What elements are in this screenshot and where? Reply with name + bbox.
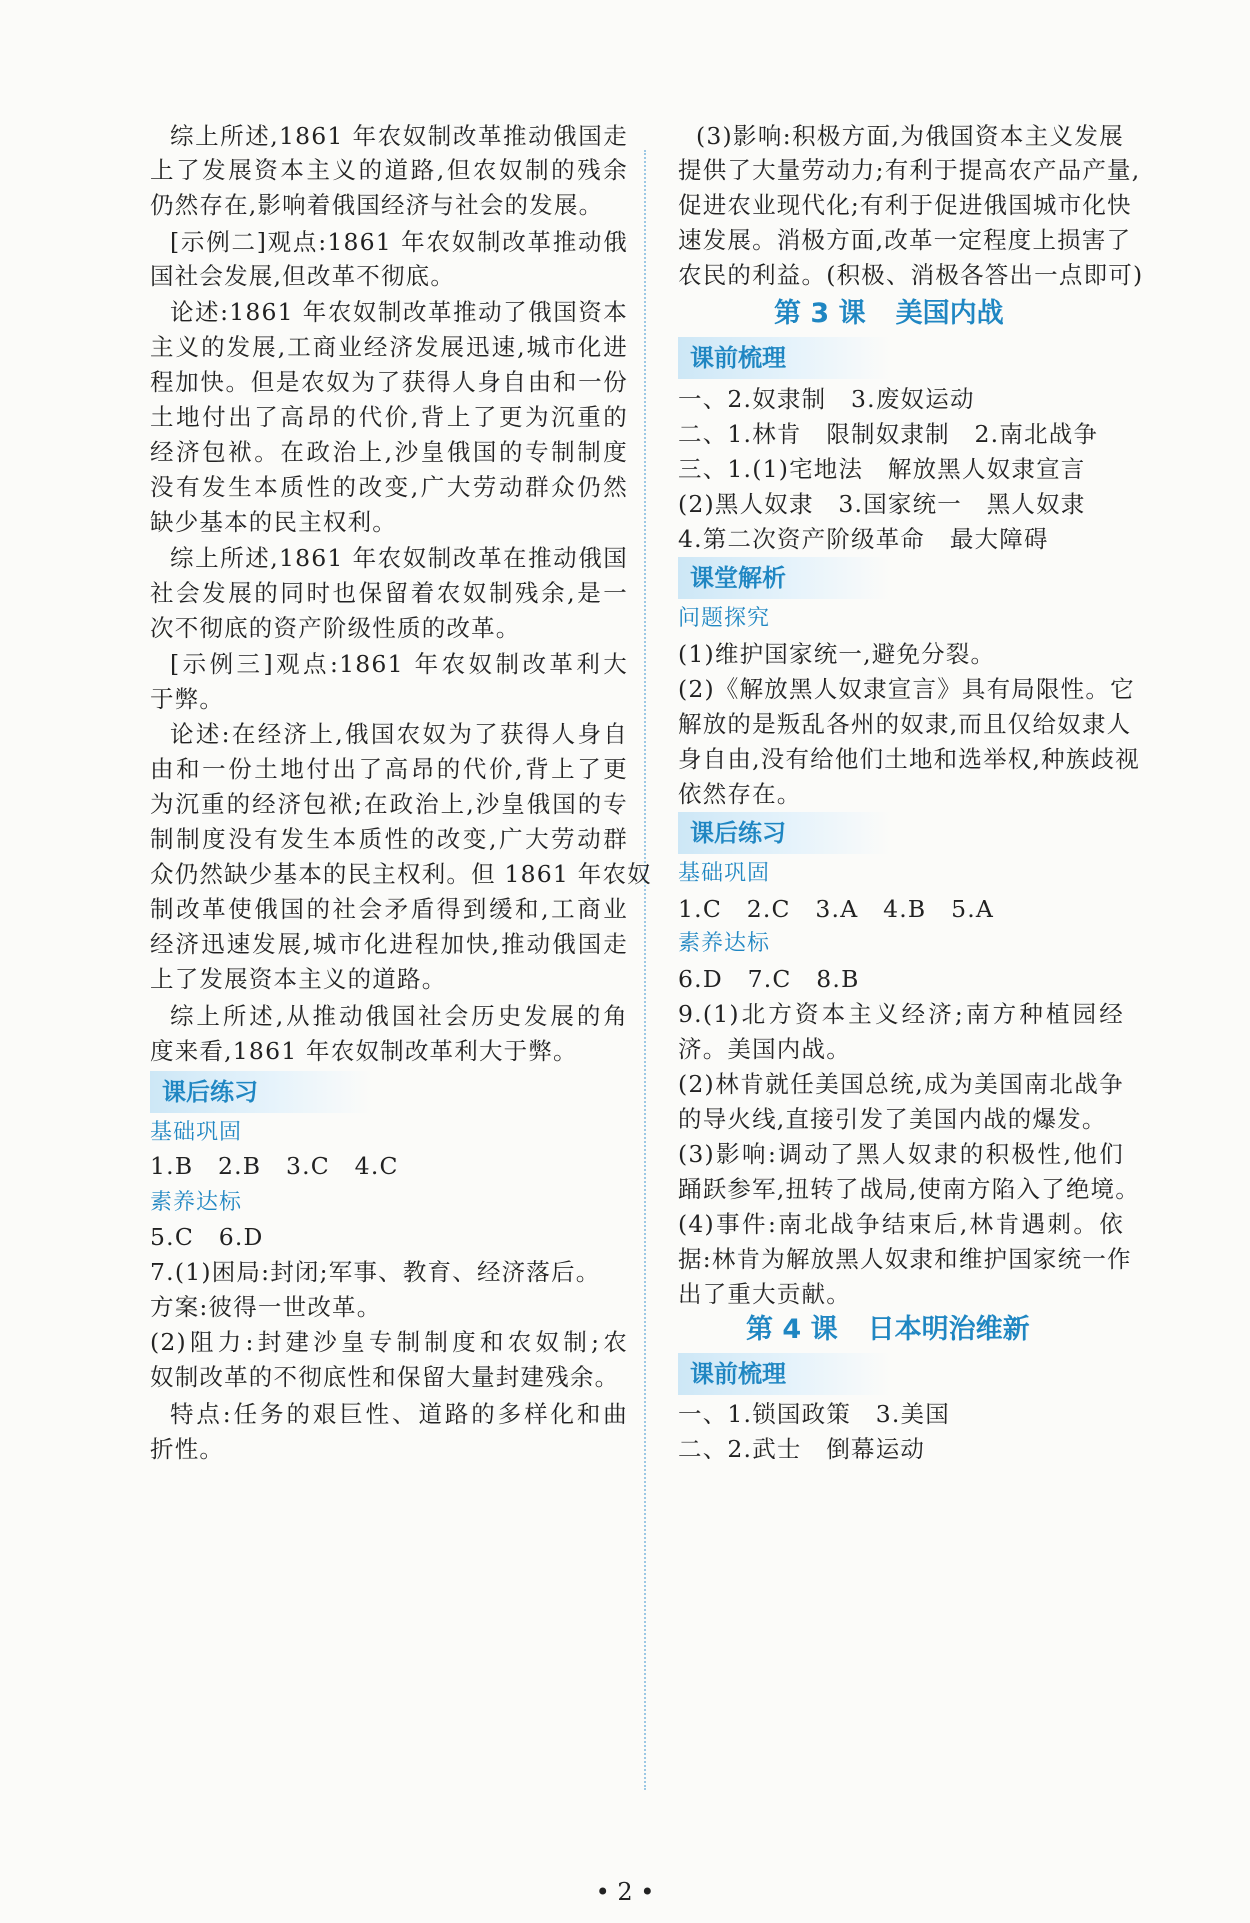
section-heading-pre-class: 课前梳理 [678, 337, 890, 379]
text-line: 上了发展资本主义的道路,但农奴制的残余 [150, 156, 628, 184]
text-line: 促进农业现代化;有利于促进俄国城市化快 [678, 191, 1132, 219]
text-line: 社会发展的同时也保留着农奴制残余,是一 [150, 579, 628, 607]
text-line: 身自由,没有给他们土地和选举权,种族歧视 [678, 745, 1140, 773]
text-line: 二、2.武士 倒幕运动 [678, 1435, 926, 1463]
text-line: 据:林肯为解放黑人奴隶和维护国家统一作 [678, 1245, 1132, 1273]
text-line: 济。美国内战。 [678, 1035, 851, 1063]
text-line: (3)影响:积极方面,为俄国资本主义发展 [696, 122, 1124, 150]
text-line: 土地付出了高昂的代价,背上了更为沉重的 [150, 403, 628, 431]
text-line: 于弊。 [150, 685, 225, 713]
text-line: (1)维护国家统一,避免分裂。 [678, 640, 996, 668]
section-heading-in-class: 课堂解析 [678, 557, 890, 599]
text-line: (2)阻力:封建沙皇专制制度和农奴制;农 [150, 1328, 628, 1356]
text-line: 论述:在经济上,俄国农奴为了获得人身自 [170, 720, 628, 748]
text-line: 出了重大贡献。 [678, 1280, 851, 1308]
answers-basic: 1.C 2.C 3.A 4.B 5.A [678, 895, 995, 923]
text-line: 论述:1861 年农奴制改革推动了俄国资本 [170, 298, 628, 326]
text-line: 国社会发展,但改革不彻底。 [150, 262, 456, 290]
section-heading-after-class: 课后练习 [150, 1071, 372, 1113]
text-line: 综上所述,1861 年农奴制改革在推动俄国 [170, 544, 628, 572]
text-line: 三、1.(1)宅地法 解放黑人奴隶宣言 [678, 455, 1086, 483]
text-line: (4)事件:南北战争结束后,林肯遇刺。依 [678, 1210, 1124, 1238]
text-line: 特点:任务的艰巨性、道路的多样化和曲 [170, 1400, 628, 1428]
text-line: 的导火线,直接引发了美国内战的爆发。 [678, 1105, 1107, 1133]
text-line: (2)《解放黑人奴隶宣言》具有局限性。它 [678, 675, 1135, 703]
text-line: 为沉重的经济包袱;在政治上,沙皇俄国的专 [150, 790, 628, 818]
text-line: 经济迅速发展,城市化进程加快,推动俄国走 [150, 930, 628, 958]
text-line: 方案:彼得一世改革。 [150, 1293, 382, 1321]
subheading-literacy: 素养达标 [678, 931, 771, 956]
text-line: 上了发展资本主义的道路。 [150, 965, 447, 993]
text-line: 4.第二次资产阶级革命 最大障碍 [678, 525, 1049, 553]
answers-basic: 1.B 2.B 3.C 4.C [150, 1152, 399, 1180]
text-line: 经济包袱。在政治上,沙皇俄国的专制制度 [150, 438, 628, 466]
text-line: 次不彻底的资产阶级性质的改革。 [150, 614, 521, 642]
text-line: 没有发生本质性的改变,广大劳动群众仍然 [150, 473, 628, 501]
text-line: [示例三]观点:1861 年农奴制改革利大 [170, 650, 628, 678]
text-line: 众仍然缺少基本的民主权利。但 1861 年农奴 [150, 860, 652, 888]
text-line: 依然存在。 [678, 780, 802, 808]
text-line: 速发展。消极方面,改革一定程度上损害了 [678, 226, 1132, 254]
text-line: 仍然存在,影响着俄国经济与社会的发展。 [150, 191, 604, 219]
text-line: 9.(1)北方资本主义经济;南方种植园经 [678, 1000, 1124, 1028]
subheading-basic: 基础巩固 [150, 1120, 243, 1145]
text-line: 主义的发展,工商业经济发展迅速,城市化进 [150, 333, 628, 361]
text-line: 二、1.林肯 限制奴隶制 2.南北战争 [678, 420, 1099, 448]
text-line: 制改革使俄国的社会矛盾得到缓和,工商业 [150, 895, 628, 923]
text-line: (2)黑人奴隶 3.国家统一 黑人奴隶 [678, 490, 1086, 518]
section-heading-pre-class: 课前梳理 [678, 1353, 890, 1395]
page-number: • 2 • [595, 1878, 655, 1906]
lesson-number: 第 3 课 [774, 298, 866, 329]
text-line: 一、1.锁国政策 3.美国 [678, 1400, 950, 1428]
subheading-literacy: 素养达标 [150, 1190, 243, 1215]
text-line: 度来看,1861 年农奴制改革利大于弊。 [150, 1037, 578, 1065]
lesson-title: 美国内战 [895, 298, 1004, 329]
text-line: 缺少基本的民主权利。 [150, 508, 397, 536]
text-line: 由和一份土地付出了高昂的代价,背上了更 [150, 755, 628, 783]
text-line: (2)林肯就任美国总统,成为美国南北战争 [678, 1070, 1124, 1098]
text-line: 解放的是叛乱各州的奴隶,而且仅给奴隶人 [678, 710, 1132, 738]
answers-literacy: 6.D 7.C 8.B [678, 965, 860, 993]
column-divider [644, 150, 646, 1790]
text-line: [示例二]观点:1861 年农奴制改革推动俄 [170, 228, 628, 256]
lesson-title: 日本明治维新 [867, 1314, 1030, 1345]
lesson-4-heading [746, 1310, 1030, 1350]
text-line: 提供了大量劳动力;有利于提高农产品产量, [678, 156, 1141, 184]
text-line: 折性。 [150, 1435, 225, 1463]
subheading-inquiry: 问题探究 [678, 606, 771, 631]
answers-literacy: 5.C 6.D [150, 1223, 264, 1251]
lesson-3-heading [774, 294, 1004, 334]
text-line: 综上所述,1861 年农奴制改革推动俄国走 [170, 122, 628, 150]
text-line: 程加快。但是农奴为了获得人身自由和一份 [150, 368, 628, 396]
text-line: 踊跃参军,扭转了战局,使南方陷入了绝境。 [678, 1175, 1140, 1203]
section-heading-after-class: 课后练习 [678, 812, 890, 854]
text-line: 奴制改革的不彻底性和保留大量封建残余。 [150, 1363, 620, 1391]
text-line: 7.(1)困局:封闭;军事、教育、经济落后。 [150, 1258, 601, 1286]
subheading-basic: 基础巩固 [678, 861, 771, 886]
text-line: (3)影响:调动了黑人奴隶的积极性,他们 [678, 1140, 1124, 1168]
text-line: 综上所述,从推动俄国社会历史发展的角 [170, 1002, 628, 1030]
text-line: 一、2.奴隶制 3.废奴运动 [678, 385, 975, 413]
text-line: 农民的利益。(积极、消极各答出一点即可) [678, 261, 1144, 289]
text-line: 制制度没有发生本质性的改变,广大劳动群 [150, 825, 628, 853]
lesson-number: 第 4 课 [746, 1314, 838, 1345]
